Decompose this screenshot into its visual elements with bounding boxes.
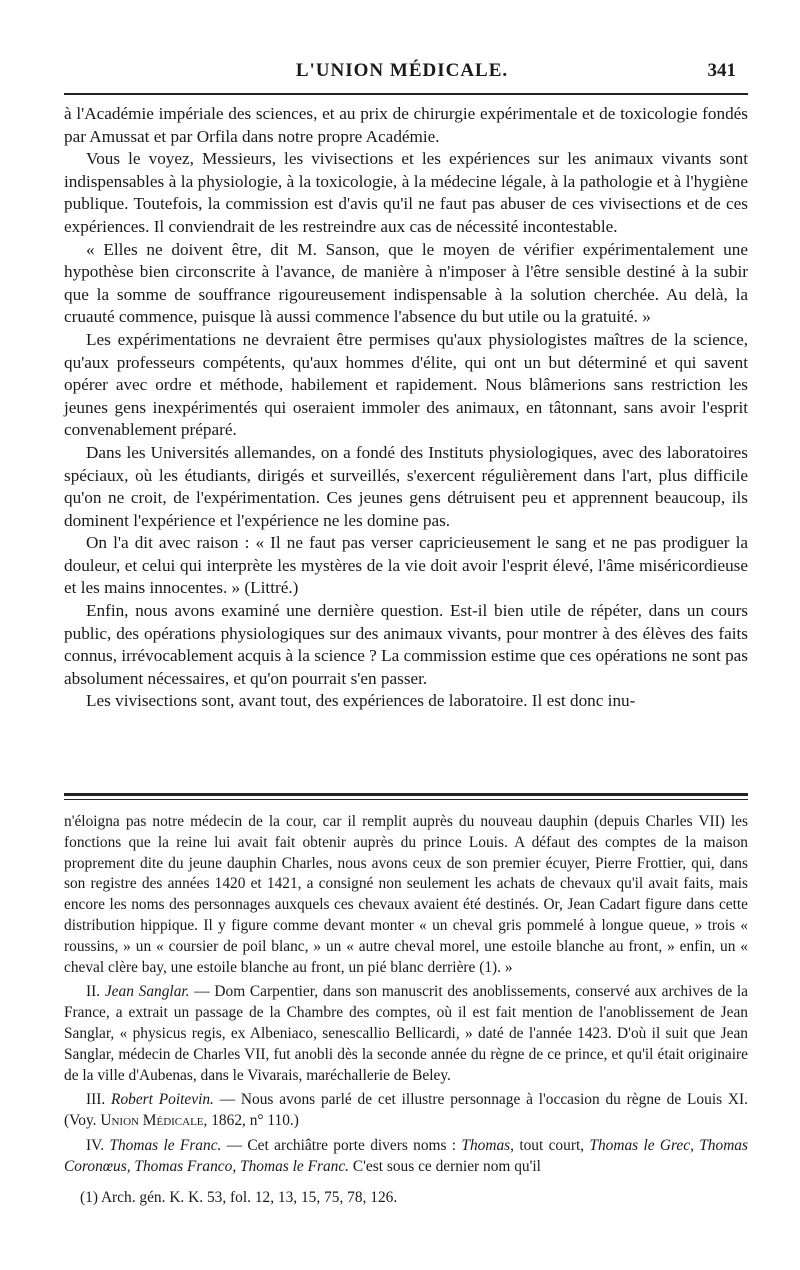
note-name: Thomas le Grec, Thomas Coronœus, Thomas Franco, Thomas le Franc. [64, 1136, 748, 1175]
paragraph: à l'Académie impériale des sciences, et au prix de chirurgie expérimentale et de toxicologie fondés par Amussat et par Orfila dans notre propre Académie. [64, 104, 748, 146]
quote-paragraph: « Elles ne doivent être, dit M. Sanson, que le moyen de vérifier expérimentalement une hypothèse bien circonscrite à l'avance, de manière à n'imposer à l'être sensible destiné à la subir que la somme de souffrance rigoureusement indispensable à la solution cherchée. Au delà, la cruauté commence, puisque là aussi commence l'absence du but utile ou la gratuité. » [64, 239, 748, 327]
note-label: II. [86, 983, 105, 1001]
note-name: Jean Sanglar. [104, 983, 190, 1001]
note-continuation: n'éloigna pas notre médecin de la cour, car il remplit auprès du nouveau dauphin (depuis Charles VII) les fonctions que la reine lui avait fait obtenir auprès du prince Louis. A défaut des comptes de la maison proprement dite du jeune dauphin Charles, nous avons ceux de son premier écuyer, Pierre Frottier, qui, dans son registre des années 1420 et 1421, a consigné non seulement les achats de chevaux qu'il avait faits, mais encore les noms des personnages auxquels ces chevaux avaient été destinés. Or, Jean Cadart figure dans cette distribution hippique. Il y figure comme devant monter « un cheval gris pommelé à longue queue, » trois « roussins, » un « coursier de poil blanc, » un « autre cheval morel, une estoile blanche au front, » enfin, un « cheval clère bay, une estoile blanche au front, un pié blanc derrière (1). » [64, 813, 748, 976]
paragraph: Vous le voyez, Messieurs, les vivisections et les expériences sur les animaux vivants sont indispensables à la physiologie, à la toxicologie, à la médecine légale, à la pathologie et à l'hygiène publique. Toutefois, la commission est d'avis qu'il ne faut pas abuser de ces vivisections et de ces expériences. Il conviendrait de les restreindre aux cas de nécessité incontestable. [64, 149, 748, 236]
footnote: (1) Arch. gén. K. K. 53, fol. 12, 13, 15, 75, 78, 126. [80, 1188, 398, 1206]
paragraph: Enfin, nous avons examiné une dernière question. Est-il bien utile de répéter, dans un cours public, des opérations physiologiques sur des animaux vivants, pour montrer à des élèves des faits connus, irrévocablement acquis à la science ? La commission estime que ces opérations ne sont pas absolument nécessaires, et qu'on pourrait s'en passer. [64, 601, 748, 688]
paragraph: On l'a dit avec raison : « Il ne faut pas verser capricieusement le sang et ne pas prodiguer la douleur, et celui qui interprète les mystères de la vie doit avoir l'esprit élevé, l'âme miséricordieuse et les mains innocentes. » (Littré.) [64, 533, 748, 598]
journal-reference: Union Médicale [100, 1112, 204, 1130]
page-number: 341 [707, 60, 736, 81]
main-text [64, 103, 748, 713]
note-jean-sanglar [64, 982, 748, 1086]
section-separator [64, 793, 748, 800]
running-header [64, 58, 740, 88]
notes-section [64, 812, 748, 1212]
note-label: IV. [86, 1136, 110, 1154]
note-robert-poitevin [64, 1090, 748, 1132]
journal-title: L'UNION MÉDICALE. [295, 60, 509, 81]
note-name: Thomas, [461, 1136, 515, 1154]
paragraph: Dans les Universités allemandes, on a fondé des Instituts physiologiques, avec des laboratoires spéciaux, où les étudiants, dirigés et surveillés, s'exercent régulièrement dans l'art, plus difficile qu'on ne croit, de l'expérimentation. Ces jeunes gens détruisent peu et apprennent beaucoup, ils dominent l'expérience et l'expérience ne les domine pas. [64, 442, 748, 530]
header-rule [64, 93, 748, 95]
note-text: — Nous avons parlé de cet illustre personnage à l'occasion du règne de Louis XI. (Voy. [64, 1091, 748, 1130]
note-text: tout court, [514, 1136, 590, 1154]
note-label: III. [86, 1091, 112, 1109]
note-text: — Cet archiâtre porte divers noms : [221, 1136, 462, 1154]
paragraph: Les expérimentations ne devraient être permises qu'aux physiologistes maîtres de la science, qu'aux professeurs compétents, qu'aux hommes d'élite, qui ont un but déterminé et qui savent opérer avec ordre et méthode, habilement et rapidement. Nous blâmerions sans restriction les jeunes gens inexpérimentés qui oseraient immoler des animaux, en tâtonnant, sans avoir l'esprit convenablement préparé. [64, 329, 748, 440]
note-text: , 1862, n° 110.) [203, 1112, 299, 1130]
note-name: Thomas le Franc. [109, 1136, 222, 1154]
note-text: C'est sous ce dernier nom qu'il [349, 1157, 541, 1175]
note-text: — Dom Carpentier, dans son manuscrit des anoblissements, conservé aux archives de la France, a extrait un passage de la Chambre des comptes, où il est fait mention de l'anoblissement de Jean Sanglar, « physicus regis, ex Albeniaco, senescallio Bellicardi, » daté de l'année 1423. D'où il suit que Jean Sanglar, médecin de Charles VII, fut anobli dès la seconde année du règne de ce prince, et qu'il était originaire de la ville d'Aubenas, dans le Vivarais, maréchallerie de Beley. [64, 983, 748, 1084]
paragraph: Les vivisections sont, avant tout, des expériences de laboratoire. Il est donc inu- [86, 691, 636, 711]
note-name: Robert Poitevin. [111, 1091, 214, 1109]
note-thomas-le-franc [64, 1136, 748, 1178]
